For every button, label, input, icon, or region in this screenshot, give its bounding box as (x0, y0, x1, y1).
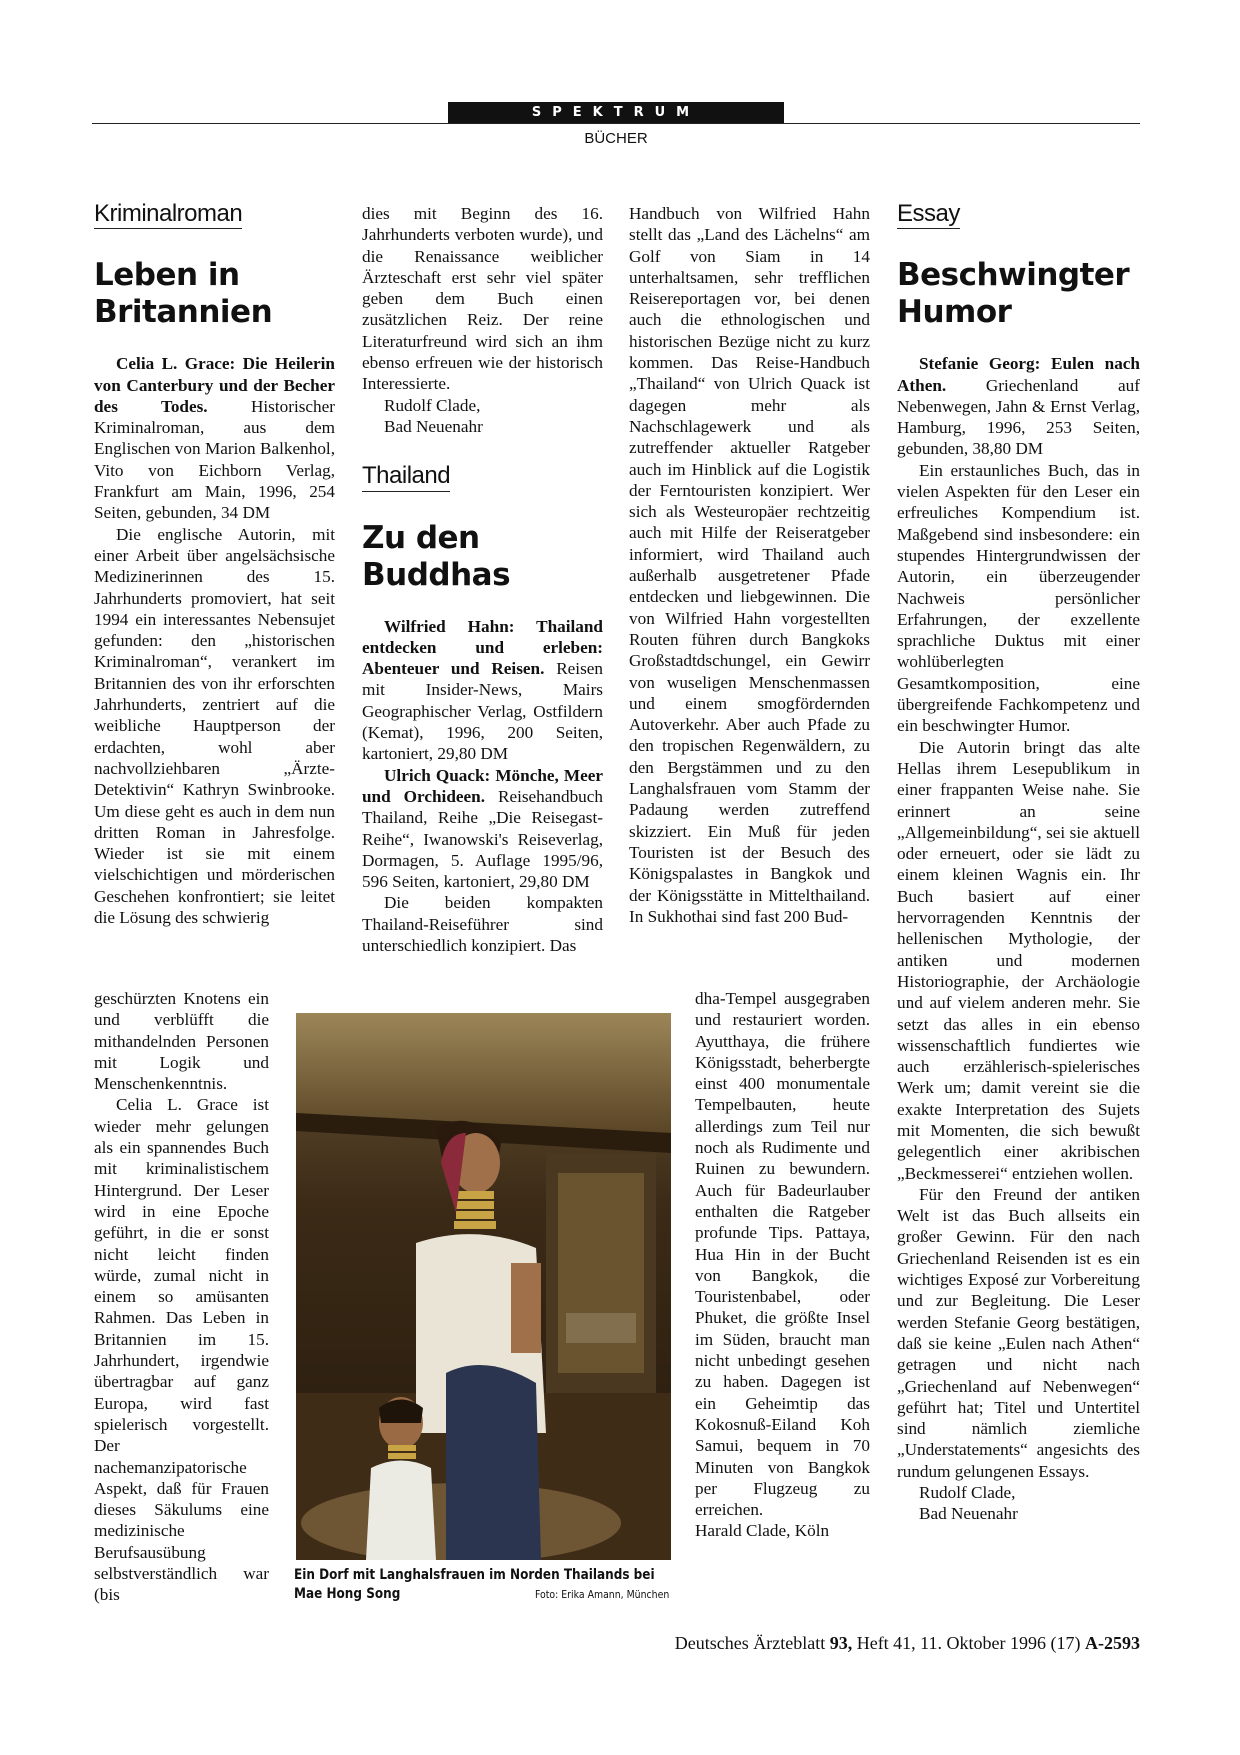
article1-title-line1: Leben in (94, 257, 240, 294)
section-band: SPEKTRUM (448, 102, 784, 123)
article2-paragraph-1: Die beiden kompakten Thailand-Reiseführer sind unterschiedlich konzipiert. Das (362, 893, 603, 956)
photo-illustration (296, 1013, 671, 1560)
article3-paragraph-3: Für den Freund der antiken Welt ist das Buch allseits ein großer Gewinn. Für den nach Griechenland Reisenden ist es ein wichtiges Exposé zur Vorbereitung und zur Begleitung. Die Leser werden Stefanie Georg bestätigen, daß sie keine „Eulen nach Athen“ getragen und nicht nach „Griechenland auf Nebenwegen“ geführt hat; Titel und Untertitel sind nämlich ziemliche „Understatements“ angesichts des rundum gelungenen Essays. (897, 1184, 1140, 1481)
article1-kicker: Kriminalroman (94, 203, 242, 229)
article3-paragraph-2: Die Autorin bringt das alte Hellas ihrem Lesepublikum in einer frappanten Weise nahe. Sie erinnert an seine „Allgemeinbildung“, sei sie aktuell oder erneuert, oder sie lädt zu einem kleinen Wagnis ein. Ihr Buch basiert auf einer hervorragenden Kenntnis der hellenischen Mythologie, der antiken und modernen Historiographie, der Archäologie und auf vielem anderen mehr. Sie setzt das alles in ein ebenso wissenschaftlich fundiertes wie auch erzählerisch-spielerisches Werk um; damit vereint sie die exakte Interpretation des Sujets mit Momenten, die sich bewußt gelegentlich einer akribischen „Beckmesserei“ entziehen wollen. (897, 737, 1140, 1183)
article1-author: Rudolf Clade, (384, 395, 481, 415)
article2-author: Harald Clade, Köln (695, 1521, 830, 1541)
article1-title (94, 257, 335, 331)
article1-reference (94, 353, 335, 523)
article1-ref-bold: Celia L. Grace: Die Heilerin von Canterbury und der Becher des Todes. (94, 354, 335, 416)
article3-ref-rest: Griechenland auf Nebenwegen, Jahn & Ernst Verlag, Hamburg, 1996, 253 Seiten, gebunden, 38,80 DM (897, 375, 1140, 459)
article2-title-line1: Zu den (362, 519, 480, 556)
footer-issue: Heft 41, 11. Oktober 1996 (17) (852, 1633, 1085, 1653)
article3-title-line2: Humor (897, 294, 1012, 331)
article1-paragraph-1b: geschürzten Knotens ein und verblüfft die mithandelnden Personen mit Logik und Menschenkenntnis. (94, 989, 269, 1094)
article3-place: Bad Neuenahr (919, 1504, 1018, 1524)
page-footer (675, 1633, 1140, 1654)
article1-place: Bad Neuenahr (384, 416, 483, 436)
column-4 (897, 200, 1140, 1525)
column-3 (629, 203, 870, 927)
article2-ref1-rest: Reisen mit Insider-News, Mairs Geographischer Verlag, Ostfildern (Kemat), 1996, 200 Seiten, kartoniert, 29,80 DM (362, 659, 603, 764)
article2-ref2-rest: Reisehandbuch Thailand, Reihe „Die Reisegast-Reihe“, Iwanowski's Reiseverlag, Dormagen, 5. Auflage 1995/96, 596 Seiten, kartoniert, 29,80 DM (362, 786, 603, 892)
village-photo (296, 1013, 671, 1560)
article1-paragraph-3: dies mit Beginn des 16. Jahrhunderts verboten wurde), und die Renaissance weiblicher Ärzteschaft erst sehr viel später geben dem Buch einen zusätzlichen Reiz. Der reine Literaturfreund wird sich an ihm ebenso erfreuen wie der historisch Interessierte. (362, 204, 603, 394)
article3-ref-bold: Stefanie Georg: Eulen nach Athen. (897, 354, 1140, 395)
article3-paragraph-1: Ein erstaunliches Buch, das in vielen Aspekten für den Leser ein erfreuliches Kompendium ist. Maßgebend sind insbesondere: ein stupendes Hintergrundwissen der Autorin, ein überzeugender Nachweis persönlicher Erfahrungen, der exzellente sprachliche Duktus mit einer wohlüberlegten Gesamtkomposition, eine übergreifende Fachkompetenz und ein beschwingter Humor. (897, 460, 1140, 736)
footer-volume: 93, (829, 1633, 853, 1653)
article2-ref2-bold: Ulrich Quack: Mönche, Meer und Orchideen. (362, 765, 603, 806)
article3-reference (897, 353, 1140, 459)
article2-ref1-bold: Wilfried Hahn: Thailand entdecken und erleben: Abenteuer und Reisen. (362, 616, 603, 679)
photo-credit: Foto: Erika Amann, München (535, 1588, 670, 1601)
article2-kicker: Thailand (362, 465, 450, 491)
header-rule (92, 123, 1140, 124)
article3-author: Rudolf Clade, (919, 1483, 1016, 1503)
article1-ref-rest: Historischer Kriminalroman, aus dem Englischen von Marion Balkenhol, Vito von Eichborn Verlag, Frankfurt am Main, 1996, 254 Seiten, gebunden, 34 DM (94, 396, 335, 523)
article2-title-line2: Buddhas (362, 556, 511, 593)
footer-journal: Deutsches Ärzteblatt (674, 1633, 830, 1653)
article2-reference-2 (362, 765, 603, 893)
article3-title (897, 257, 1140, 331)
article2-paragraph-2b: dha-Tempel ausgegraben und restauriert worden. Ayutthaya, die frühere Königsstadt, beherbergte einst 400 monumentale Tempelbauten, heute allerdings zum Teil nur noch als Rudimente und Ruinen zu bewundern. Auch für Badeurlauber enthalten die Ratgeber profunde Tips. Pattaya, Hua Hin in der Bucht von Bangkok, die Touristenbabel, oder Phuket, die größte Insel im Süden, braucht man nicht unbedingt gesehen zu haben. Dagegen ist ein Geheimtip das Kokosnuß-Eiland Koh Samui, bequem in 70 Minuten von Bangkok per Flugzeug zu erreichen. (695, 989, 870, 1520)
photo-caption: Ein Dorf mit Langhalsfrauen im Norden Thailands bei Mae Hong Song (294, 1567, 655, 1602)
article2-reference-1 (362, 616, 603, 765)
article1-paragraph-1: Die englische Autorin, mit einer Arbeit über angelsächsische Medizinerinnen des 15. Jahrhunderts promoviert, hat seit 1994 ein interessantes Nebensujet gefunden: den „historischen Kriminalroman“, verankert im Britannien des von ihr erforschten Jahrhunderts, zentriert auf die weibliche Hauptperson der erdachten, wohl aber nachvollziehbaren „Ärzte-Detektivin“ Kathryn Swinbrooke. Um diese geht es auch in dem nun dritten Roman in Jahresfolge. Wieder ist sie mit einem vielschichtigen und mörderischen Geschehen konfrontiert; sie leitet die Lösung des schwierig (94, 524, 335, 928)
column-1 (94, 200, 335, 928)
article3-kicker: Essay (897, 203, 960, 229)
column-2 (362, 203, 603, 956)
article3-title-line1: Beschwingter (897, 257, 1130, 294)
footer-page: A-2593 (1085, 1633, 1140, 1653)
article1-paragraph-2: Celia L. Grace ist wieder mehr gelungen als ein spannendes Buch mit kriminalistischem Hintergrund. Der Leser wird in eine Epoche geführt, in die er sonst nicht leicht finden würde, zumal nicht in einem so amüsanten Rahmen. Das Leben in Britannien im 15. Jahrhundert, irgendwie übertragbar auf ganz Europa, wird fast spielerisch vorgestellt. Der nachemanzipatorische Aspekt, daß für Frauen dieses Säkulums eine medizinische Berufsausübung selbstverständlich war (bis (94, 1095, 269, 1605)
column-3-lower (695, 988, 870, 1542)
article2-paragraph-2: Handbuch von Wilfried Hahn stellt das „Land des Lächelns“ am Golf von Siam in 14 unterhaltsamen, sehr trefflichen Reisereportagen vor, bei denen auch die ethnologischen und historischen Bezüge nicht zu kurz kommen. Das Reise-Handbuch „Thailand“ von Ulrich Quack ist dagegen mehr als Nachschlagewerk und als zutreffender aktueller Ratgeber auch im Hinblick auf die Logistik der Ferntouristen konzipiert. Wer sich als Westeuropäer rechtzeitig auch mit Hilfe der Reiseratgeber informiert, wird Thailand auch außerhalb ausgetretener Pfade entdecken und liebgewinnen. Die von Wilfried Hahn vorgestellten Routen führen durch Bangkoks Großstadtdschungel, ein Gewirr von wuseligen Menschenmassen und einem smogfördernden Autoverkehr. Aber auch Pfade zu den tropischen Regenwäldern, zu den Bergstämmen und zu den Langhalsfrauen vom Stamm der Padaung werden zutreffend skizziert. Ein Muß für jeden Touristen ist der Besuch des Königspalastes in Bangkok und der Königsstätte in Mittelthailand. In Sukhothai sind fast 200 Bud- (629, 204, 870, 926)
subsection-label: BÜCHER (584, 130, 648, 147)
article2-title (362, 520, 603, 594)
article1-title-line2: Britannien (94, 294, 273, 331)
column-1-lower (94, 988, 269, 1606)
